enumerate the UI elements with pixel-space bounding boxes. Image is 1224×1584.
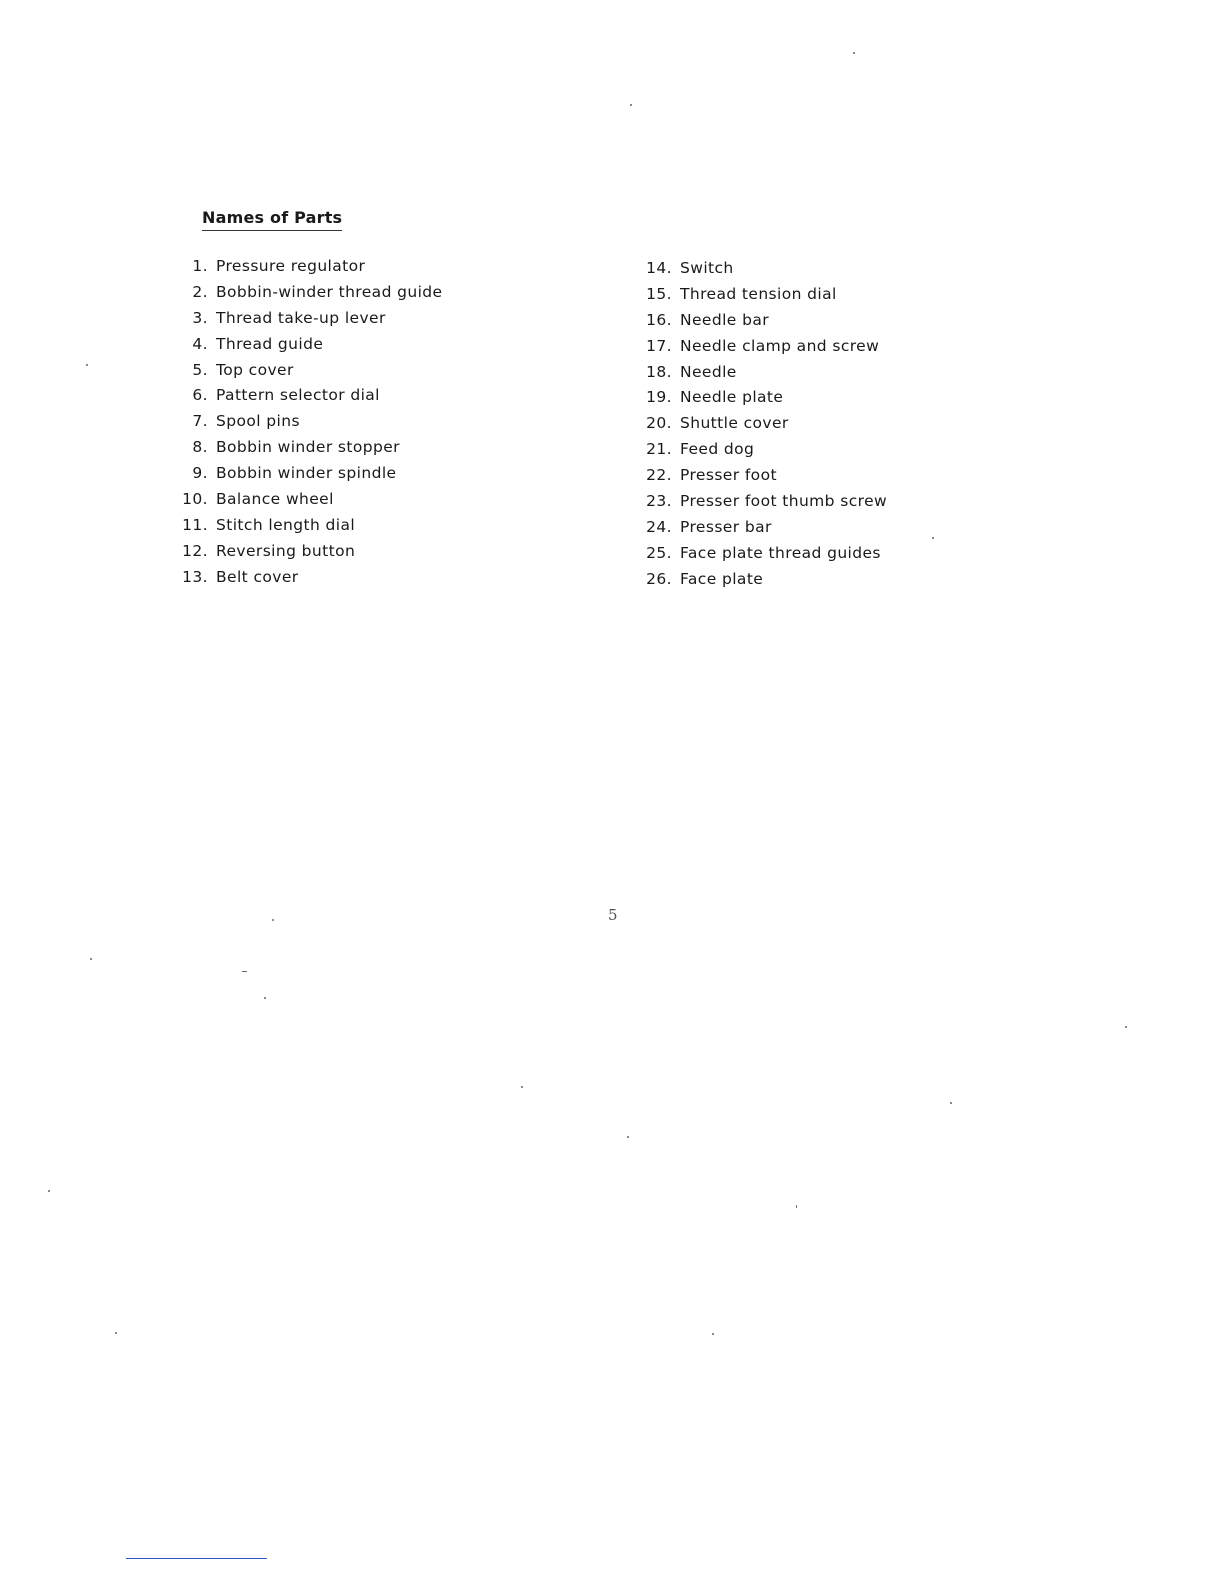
part-number: 3. bbox=[192, 308, 208, 327]
scan-speck bbox=[86, 364, 88, 366]
part-name: Feed dog bbox=[680, 440, 755, 459]
part-number: 7. bbox=[192, 412, 208, 431]
list-item bbox=[640, 463, 887, 489]
part-number: 18. bbox=[646, 362, 672, 381]
part-number: 2. bbox=[192, 282, 208, 301]
parts-list-right bbox=[640, 256, 887, 593]
scan-speck bbox=[48, 1190, 50, 1192]
list-item bbox=[640, 437, 887, 463]
part-name: Pattern selector dial bbox=[216, 386, 380, 405]
list-item bbox=[176, 435, 442, 461]
scan-speck bbox=[950, 1102, 952, 1104]
part-name: Spool pins bbox=[216, 412, 300, 431]
footer-rule bbox=[126, 1558, 267, 1559]
part-name: Face plate thread guides bbox=[680, 543, 881, 562]
list-item bbox=[176, 513, 442, 539]
scan-speck bbox=[242, 971, 247, 972]
part-number: 14. bbox=[646, 259, 672, 277]
part-name: Needle plate bbox=[680, 388, 784, 407]
part-number: 5. bbox=[192, 360, 208, 379]
list-item bbox=[640, 515, 887, 541]
part-number: 4. bbox=[192, 334, 208, 353]
part-name: Top cover bbox=[216, 360, 294, 379]
part-name: Thread guide bbox=[216, 334, 324, 353]
part-name: Bobbin winder spindle bbox=[216, 464, 397, 483]
part-name: Needle bar bbox=[680, 310, 769, 329]
list-item bbox=[176, 280, 442, 306]
part-number: 19. bbox=[646, 388, 672, 407]
part-number: 24. bbox=[646, 517, 672, 536]
page-title: Names of Parts bbox=[202, 208, 342, 231]
part-name: Face plate bbox=[680, 569, 764, 588]
scan-speck bbox=[521, 1086, 523, 1088]
part-number: 10. bbox=[182, 490, 208, 509]
part-number: 12. bbox=[182, 541, 208, 560]
part-name: Needle clamp and screw bbox=[680, 336, 880, 355]
part-number: 9. bbox=[192, 464, 208, 483]
part-number: 11. bbox=[182, 515, 208, 534]
list-item bbox=[176, 409, 442, 435]
list-item bbox=[176, 383, 442, 409]
part-name: Belt cover bbox=[216, 567, 299, 586]
list-item bbox=[640, 308, 887, 334]
scan-speck bbox=[1125, 1026, 1127, 1028]
list-item bbox=[640, 567, 887, 593]
part-name: Pressure regulator bbox=[216, 257, 366, 275]
list-item bbox=[176, 306, 442, 332]
list-item bbox=[640, 541, 887, 567]
scan-speck bbox=[115, 1332, 117, 1334]
part-number: 26. bbox=[646, 569, 672, 588]
scan-speck bbox=[712, 1333, 714, 1335]
list-item bbox=[640, 334, 887, 360]
list-item bbox=[176, 565, 442, 591]
part-number: 21. bbox=[646, 440, 672, 459]
list-item bbox=[176, 254, 442, 280]
list-item bbox=[640, 282, 887, 308]
parts-list-left bbox=[176, 254, 442, 591]
part-number: 25. bbox=[646, 543, 672, 562]
scan-speck bbox=[90, 958, 92, 960]
part-name: Shuttle cover bbox=[680, 414, 789, 433]
list-item bbox=[640, 360, 887, 386]
part-name: Presser bar bbox=[680, 517, 772, 536]
list-item bbox=[176, 461, 442, 487]
scan-speck bbox=[264, 997, 266, 999]
part-name: Presser foot bbox=[680, 466, 777, 485]
part-name: Presser foot thumb screw bbox=[680, 492, 888, 511]
part-name: Balance wheel bbox=[216, 490, 334, 509]
part-name: Bobbin-winder thread guide bbox=[216, 282, 443, 301]
list-item bbox=[176, 487, 442, 513]
part-name: Switch bbox=[680, 259, 734, 277]
scan-speck bbox=[796, 1205, 797, 1208]
list-item bbox=[640, 256, 887, 282]
scan-speck bbox=[627, 1136, 629, 1138]
list-item bbox=[640, 411, 887, 437]
part-name: Stitch length dial bbox=[216, 515, 356, 534]
part-number: 6. bbox=[192, 386, 208, 405]
scan-speck bbox=[630, 104, 632, 106]
part-number: 17. bbox=[646, 336, 672, 355]
list-item bbox=[640, 489, 887, 515]
part-name: Needle bbox=[680, 362, 737, 381]
part-number: 13. bbox=[182, 567, 208, 586]
part-number: 22. bbox=[646, 466, 672, 485]
part-name: Thread tension dial bbox=[680, 284, 837, 303]
part-number: 15. bbox=[646, 284, 672, 303]
part-number: 8. bbox=[192, 438, 208, 457]
list-item bbox=[176, 358, 442, 384]
part-name: Bobbin winder stopper bbox=[216, 438, 400, 457]
part-number: 20. bbox=[646, 414, 672, 433]
part-name: Reversing button bbox=[216, 541, 356, 560]
part-number: 16. bbox=[646, 310, 672, 329]
list-item bbox=[176, 332, 442, 358]
part-number: 23. bbox=[646, 492, 672, 511]
list-item bbox=[176, 539, 442, 565]
scan-speck bbox=[932, 537, 934, 539]
scan-speck bbox=[272, 919, 274, 921]
list-item bbox=[640, 385, 887, 411]
part-number: 1. bbox=[192, 257, 208, 275]
part-name: Thread take-up lever bbox=[216, 308, 386, 327]
page-number: 5 bbox=[608, 906, 618, 924]
scan-speck bbox=[853, 52, 855, 54]
